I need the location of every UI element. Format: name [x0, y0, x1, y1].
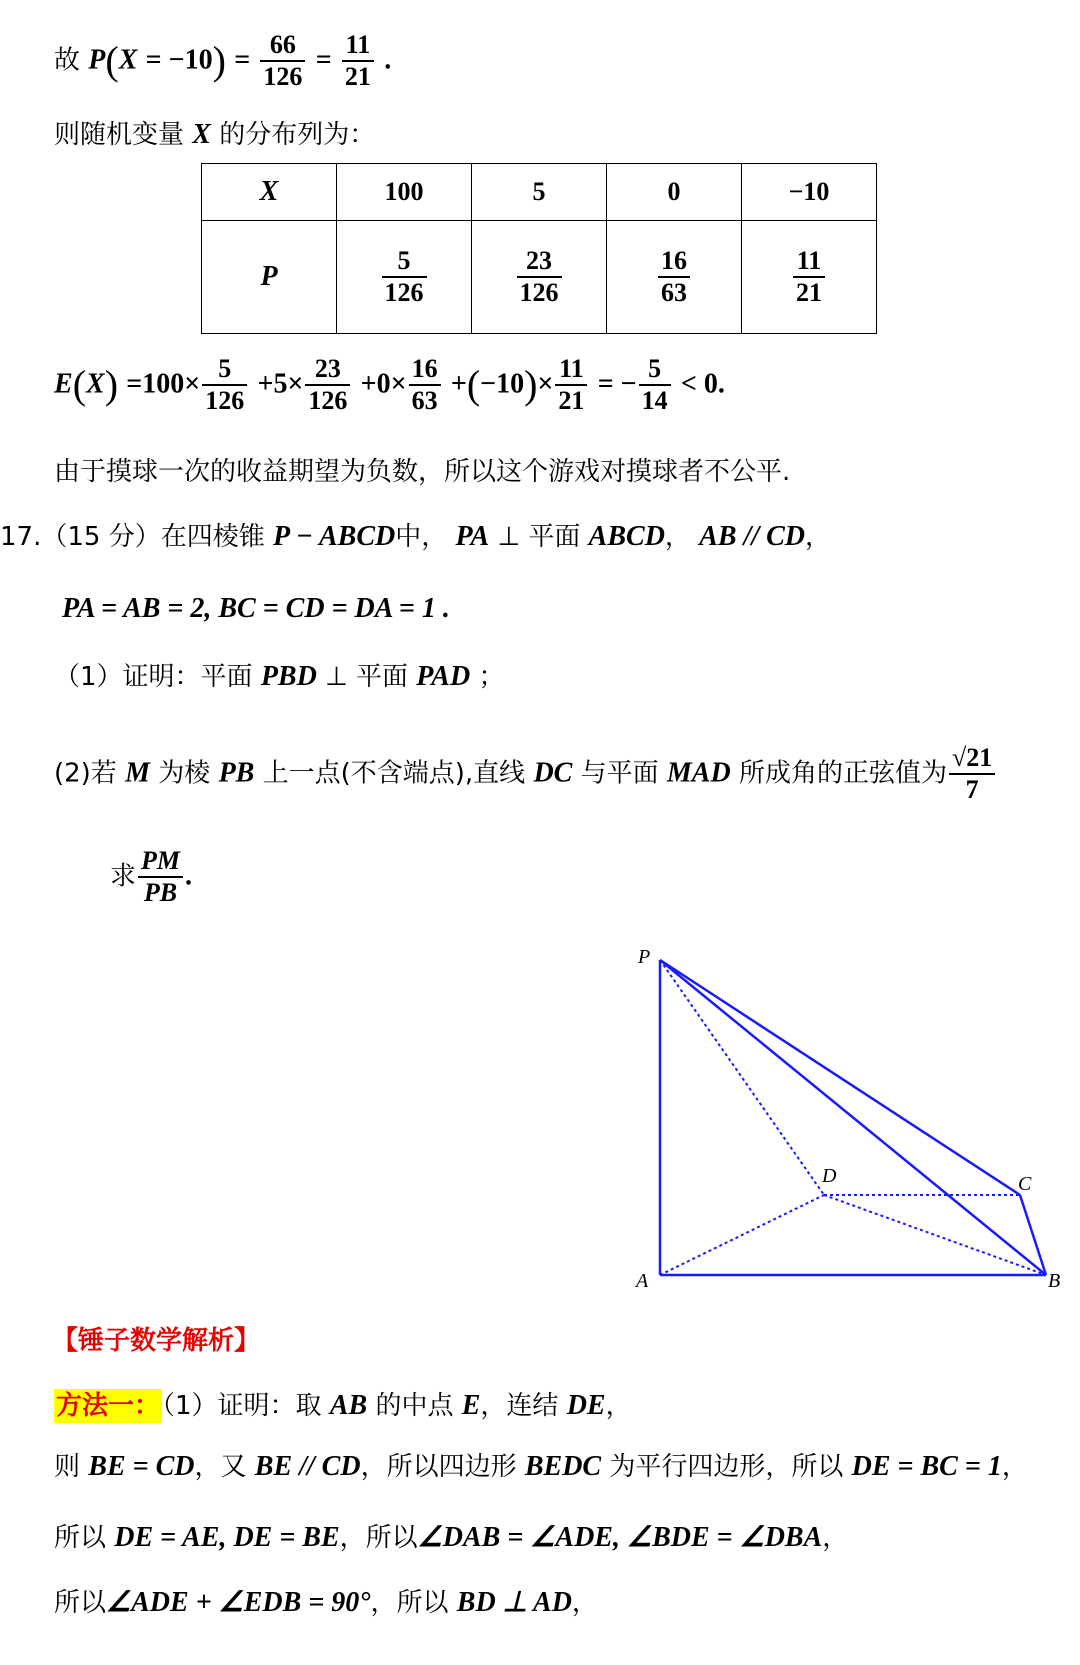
- header-value: 5: [472, 164, 607, 221]
- edge-ad: [660, 1195, 824, 1275]
- question-17-part1: （1）证明：平面 PBD ⊥ 平面 PAD ；: [54, 661, 505, 692]
- prob-cell: $\frac{11}{21}$: [742, 221, 877, 334]
- prob-cell: $\frac{16}{63}$: [607, 221, 742, 334]
- label-a: A: [636, 1270, 649, 1292]
- fraction: $\frac{11}{21}$: [342, 30, 374, 92]
- question-17-part2: (2)若 M 为棱 PB 上一点(不含端点),直线 DC 与平面 MAD 所成角的正弦值为 $\frac{√21}{7}$: [54, 743, 997, 805]
- label-d: D: [822, 1165, 837, 1187]
- question-17: 17.（15 分）在四棱锥 P − ABCD中， PA ⊥ 平面 ABCD， AB // CD，: [0, 521, 832, 552]
- distribution-intro: 则随机变量 X 的分布列为：: [54, 119, 376, 150]
- edge-pd: [660, 960, 824, 1195]
- conclusion: 由于摸球一次的收益期望为负数，所以这个游戏对摸球者不公平.: [54, 457, 791, 487]
- sine-value-fraction: $\frac{√21}{7}$: [949, 743, 995, 805]
- method-highlight: 方法一：: [56, 1391, 161, 1421]
- solution-line-4: 所以∠ADE + ∠EDB = 90°，所以 BD ⊥ AD，: [54, 1587, 598, 1618]
- question-17-conditions: PA = AB = 2, BC = CD = DA = 1 .: [62, 593, 450, 624]
- solution-title: 【锤子数学解析】: [52, 1326, 261, 1356]
- solution-line-1: 方法一：（1）证明：取 AB 的中点 E，连结 DE，: [56, 1390, 632, 1421]
- prob-cell: $\frac{23}{126}$: [472, 221, 607, 334]
- header-x: X: [202, 164, 337, 221]
- label-c: C: [1018, 1173, 1032, 1195]
- fraction: $\frac{66}{126}$: [260, 30, 305, 92]
- row-label-p: P: [202, 221, 337, 334]
- solution-line-3: 所以 DE = AE, DE = BE，所以∠DAB = ∠ADE, ∠BDE = ∠DBA，: [54, 1522, 849, 1553]
- label-p: P: [638, 946, 651, 968]
- prob-x-neg10-line: 故 P(X = −10) = $\frac{66}{126}$ = $\frac{11}{21}$ .: [54, 30, 392, 91]
- edge-pc: [660, 960, 1020, 1195]
- distribution-table: [201, 163, 877, 334]
- edge-db: [824, 1195, 1046, 1275]
- solution-line-2: 则 BE = CD，又 BE // CD，所以四边形 BEDC 为平行四边形，所以 DE = BC = 1，: [54, 1451, 1028, 1482]
- pyramid-figure: [630, 940, 1060, 1310]
- label-b: B: [1048, 1270, 1060, 1292]
- expectation-formula: E(X) =100× $\frac{5}{126}$ +5× $\frac{23}{126}$ +0× $\frac{16}{63}$ +(−10)× $\frac{11}{21}$ = − $\frac{5}{14}$ < 0.: [54, 354, 725, 415]
- header-value: 100: [337, 164, 472, 221]
- header-value: 0: [607, 164, 742, 221]
- prob-cell: $\frac{5}{126}$: [337, 221, 472, 334]
- edge-pb: [660, 960, 1046, 1275]
- header-value: −10: [742, 164, 877, 221]
- question-17-part2-ask: 求 $\frac{PM}{PB}$ .: [110, 846, 193, 907]
